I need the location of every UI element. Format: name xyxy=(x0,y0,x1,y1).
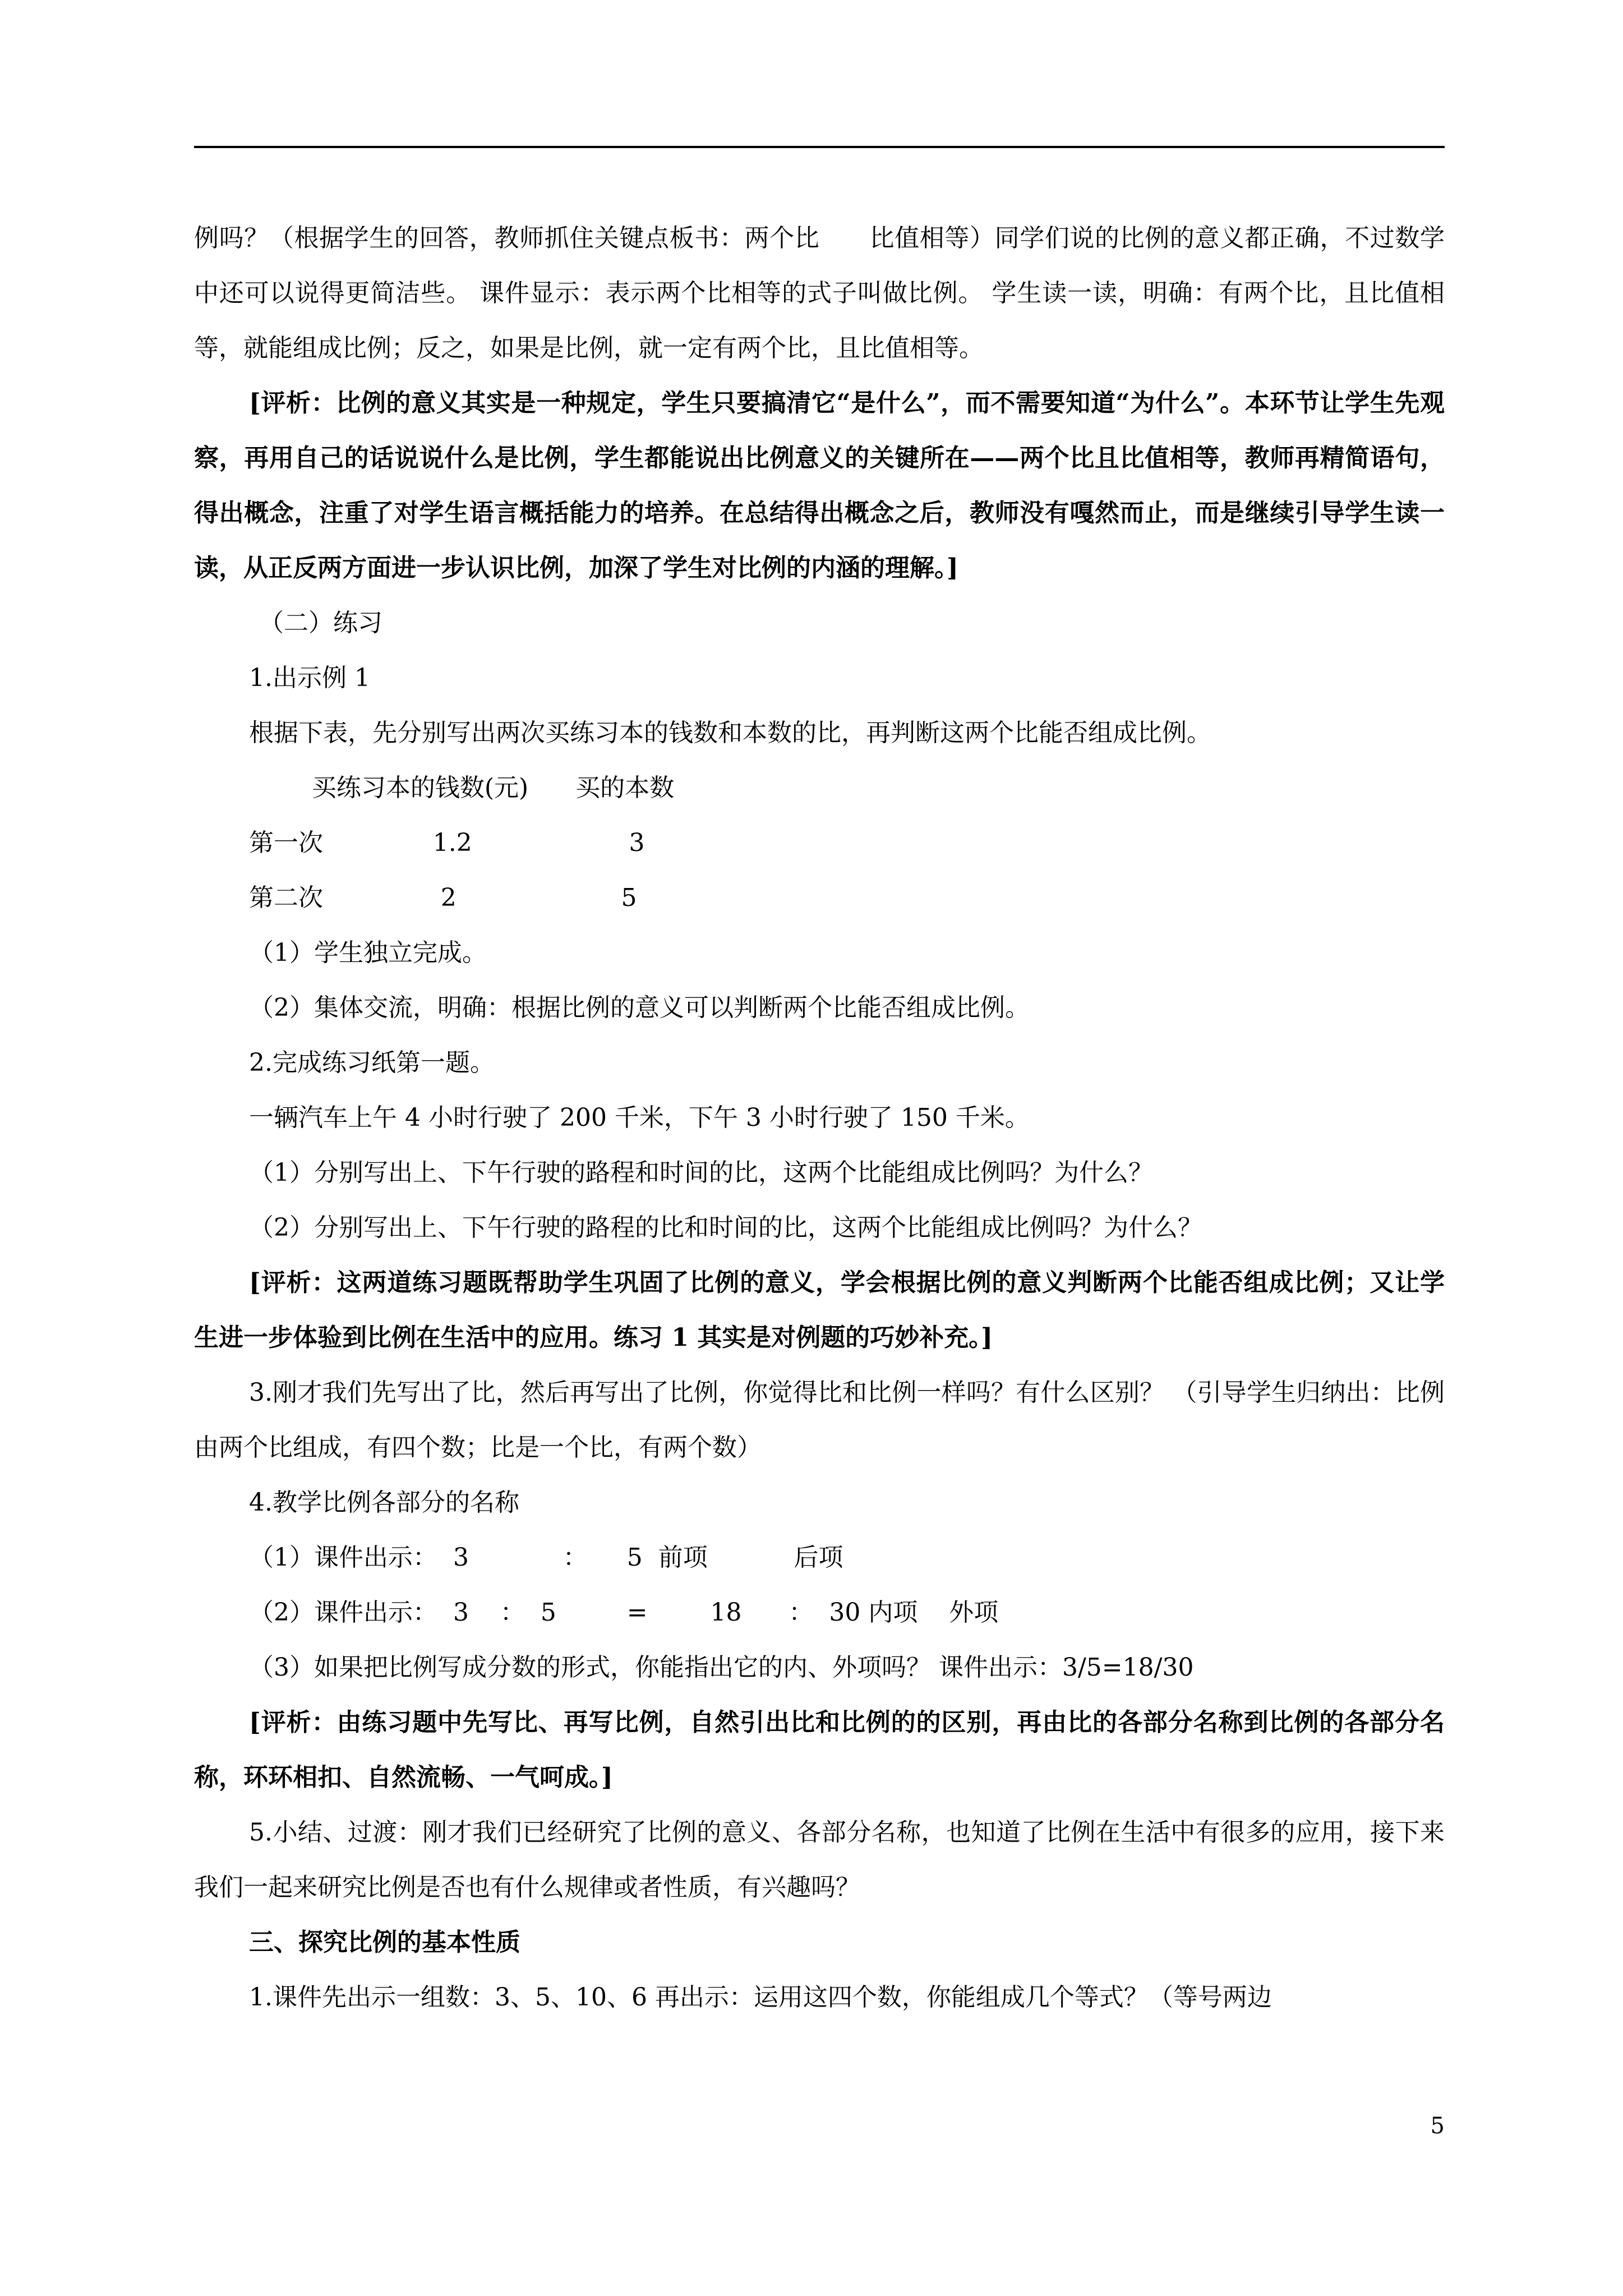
section-heading-practice: （二）练习 xyxy=(259,609,382,637)
terms-step-1: （1）课件出示： 3 ： 5 前项 后项 xyxy=(249,1543,843,1572)
exercise-problem: 一辆汽车上午 4 小时行驶了 200 千米，下午 3 小时行驶了 150 千米。 xyxy=(249,1103,1030,1132)
document-body xyxy=(194,211,1445,2025)
terms-step-2: （2）课件出示： 3 ： 5 = 18 ： 30 内项 外项 xyxy=(249,1598,999,1627)
terms-title: 4.教学比例各部分的名称 xyxy=(249,1488,519,1517)
section-heading-property: 三、探究比例的基本性质 xyxy=(249,1928,520,1957)
exercise-title: 2.完成练习纸第一题。 xyxy=(249,1048,495,1077)
header-rule xyxy=(194,146,1445,148)
page-number: 5 xyxy=(1430,2113,1445,2139)
commentary-exercise: [评析：这两道练习题既帮助学生巩固了比例的意义，学会根据比例的意义判断两个比能否组成比例；又让学生进一步体验到比例在生活中的应用。练习 1 其实是对例题的巧妙补充。] xyxy=(194,1268,1445,1352)
table-header-row: 买练习本的钱数(元) 买的本数 xyxy=(249,774,675,802)
property-step-1: 1.课件先出示一组数：3、5、10、6 再出示：运用这四个数，你能组成几个等式？（等号两边 xyxy=(249,1983,1272,2012)
commentary-concept: [评析：比例的意义其实是一种规定，学生只要搞清它“是什么”，而不需要知道“为什么”。本环节让学生先观察，再用自己的话说说什么是比例，学生都能说出比例意义的关键所在——两个比且比值相等，教师再精简语句，得出概念，注重了对学生语言概括能力的培养。在总结得出概念之后，教师没有嘎然而止，而是继续引导学生读一读，从正反两方面进一步认识比例，加深了学生对比例的内涵的理解。] xyxy=(194,389,1445,582)
commentary-terms: [评析：由练习题中先写比、再写比例，自然引出比和比例的的区别，再由比的各部分名称到比例的各部分名称，环环相扣、自然流畅、一气呵成。] xyxy=(194,1708,1445,1792)
example-instruction: 根据下表，先分别写出两次买练习本的钱数和本数的比，再判断这两个比能否组成比例。 xyxy=(249,719,1211,747)
table-row-second: 第二次 2 5 xyxy=(249,884,637,912)
step-independent: （1）学生独立完成。 xyxy=(249,938,487,967)
exercise-question-1: （1）分别写出上、下午行驶的路程和时间的比，这两个比能组成比例吗？为什么？ xyxy=(249,1158,1153,1187)
exercise-question-2: （2）分别写出上、下午行驶的路程的比和时间的比，这两个比能组成比例吗？为什么？ xyxy=(249,1213,1202,1242)
table-row-first: 第一次 1.2 3 xyxy=(249,829,645,857)
step-group-exchange: （2）集体交流，明确：根据比例的意义可以判断两个比能否组成比例。 xyxy=(249,993,1030,1022)
paragraph-ratio-vs-proportion: 3.刚才我们先写出了比，然后再写出了比例，你觉得比和比例一样吗？有什么区别？ （引导学生归纳出：比例由两个比组成，有四个数；比是一个比，有两个数） xyxy=(194,1378,1445,1462)
paragraph-concept-summary: 例吗？（根据学生的回答，教师抓住关键点板书：两个比 比值相等）同学们说的比例的意义都正确，不过数学中还可以说得更简洁些。 课件显示：表示两个比相等的式子叫做比例。 学生读一读，明确：有两个比，且比值相等，就能组成比例；反之，如果是比例，就一定有两个比，且比值相等。 xyxy=(194,224,1445,362)
terms-step-3: （3）如果把比例写成分数的形式，你能指出它的内、外项吗？ 课件出示：3/5=18/30 xyxy=(249,1653,1194,1682)
paragraph-summary-transition: 5.小结、过渡：刚才我们已经研究了比例的意义、各部分名称，也知道了比例在生活中有很多的应用，接下来我们一起来研究比例是否也有什么规律或者性质，有兴趣吗？ xyxy=(194,1818,1445,1902)
example-title: 1.出示例 1 xyxy=(249,664,370,692)
